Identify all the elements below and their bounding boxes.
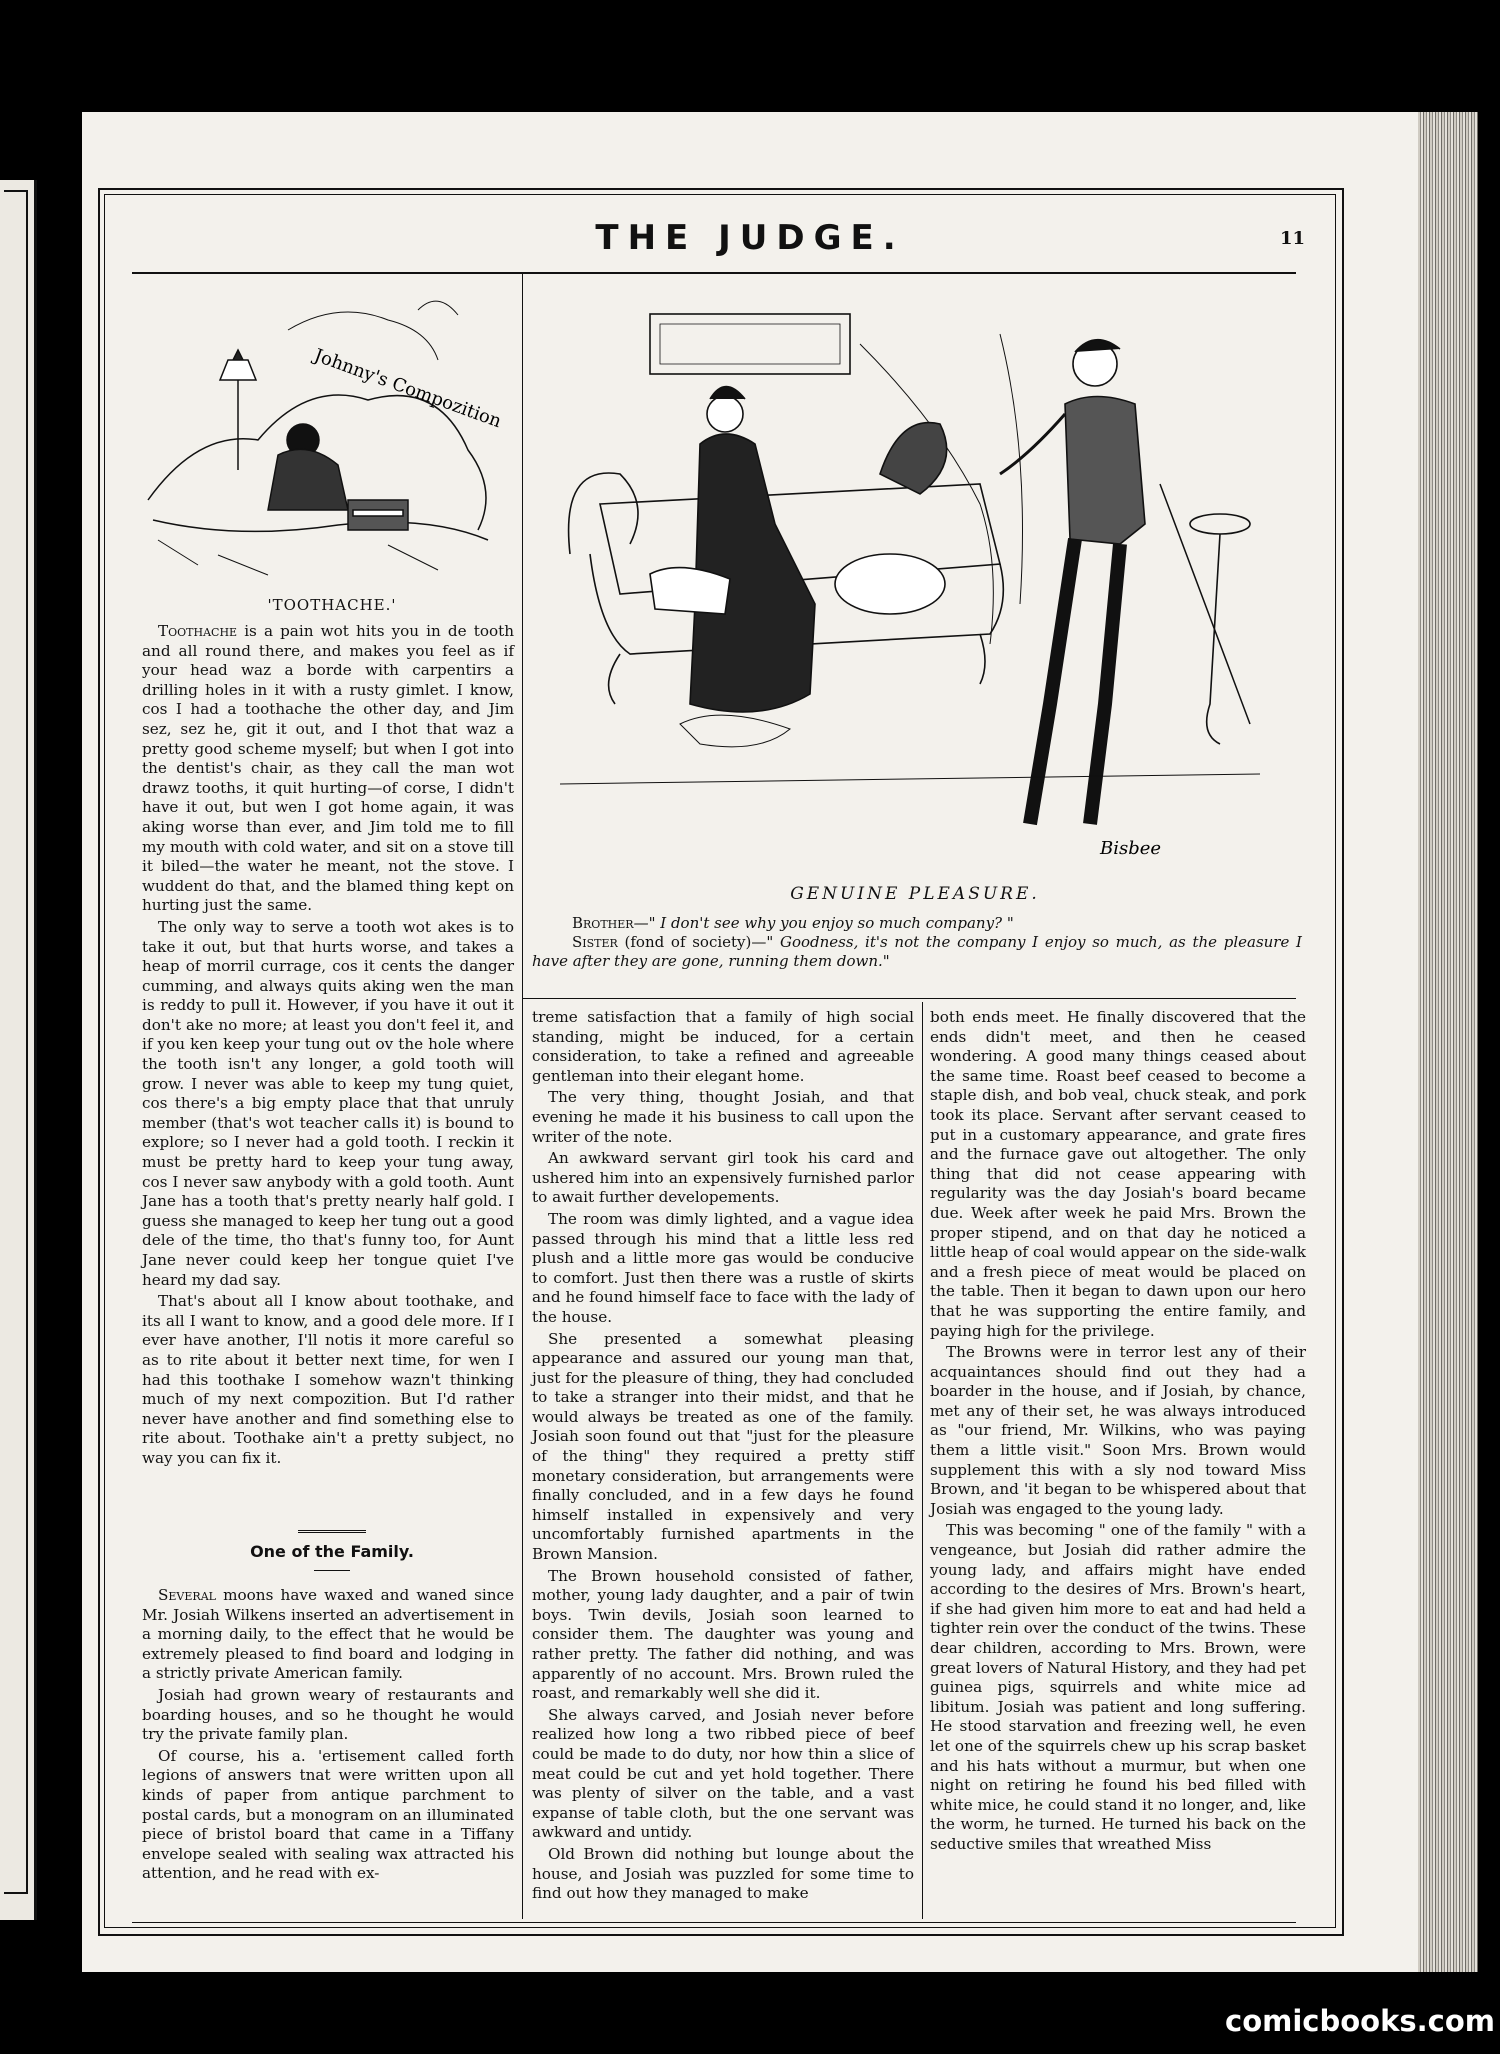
- story-column-2: [532, 1008, 914, 1906]
- previous-page-edge: [0, 180, 37, 1920]
- story-title: One of the Family.: [250, 1542, 414, 1561]
- illustration-sign-text: Johnny's Compozition: [311, 344, 505, 433]
- story-paragraph: The Brown household consisted of father, mother, young lady daughter, and a pair of twin boys. Twin devils, Josiah soon learned to consider them. The daughter was young and rather pretty. The father did nothing, and was apparently of no account. Mrs. Brown ruled the roast, and remarkably well she did it.: [532, 1566, 914, 1703]
- footer-rule: [132, 1922, 1296, 1923]
- sister-note: (fond of society)—: [617, 933, 767, 951]
- cartoon-bottom-rule: [522, 998, 1296, 999]
- toothache-caption: 'TOOTHACHE.': [267, 596, 397, 614]
- cartoon-caption: GENUINE PLEASURE.: [790, 884, 1040, 904]
- toothache-paragraph: The only way to serve a tooth wot akes is to take it out, but that hurts worse, and takes a heap of morril currage, cos it cents the danger cumming, and always quits aking wen the man is reddy to pull it. However, if you have it out it don't ake no more; at least you don't feel it, and if you ken keep your tung out ov the hole where the tooth isn't any longer, a gold tooth will grow. I never was able to keep my tung quiet, cos there's a big empty place that that unruly member (that's wot teacher calls it) is bound to explore; so I never had a gold tooth. I reckin it must be pretty hard to keep your tung away, cos I never saw anybody with a gold tooth. Aunt Jane has a tooth that's pretty nearly half gold. I guess she managed to keep her tung out a good dele of the time, tho that's funny too, for Aunt Jane never could keep her tongue quiet I've heard my dad say.: [142, 917, 514, 1289]
- cartoon-signature: Bisbee: [1100, 838, 1162, 859]
- toothache-illustration: [138, 290, 518, 580]
- brother-speaker: Brother: [572, 914, 634, 932]
- story-rule-bottom: [314, 1570, 350, 1571]
- story-paragraph: An awkward servant girl took his card and ushered him into an expensively furnished parlor to await further developements.: [532, 1149, 914, 1207]
- sister-speaker: Sister: [572, 933, 618, 951]
- story-paragraph: The Browns were in terror lest any of their acquaintances should find out they had a boarder in the house, and if Josiah, by chance, met any of their set, he was always introduced as "our friend, Mr. Wilkins, who was paying them a little visit." Soon Mrs. Brown would supplement this with a sly nod toward Miss Brown, and 'it began to be whispered about that Josiah was engaged to the young lady.: [930, 1343, 1306, 1518]
- cartoon-dialogue: [532, 914, 1302, 971]
- header-rule: [132, 272, 1296, 274]
- column-divider-left: [522, 274, 523, 1919]
- story-column-3: [930, 1008, 1306, 1857]
- toothache-paragraph: is a pain wot hits you in de tooth and all round there, and makes you feel as if your head waz a borde with carpentirs a drilling holes in it with a rusty gimlet. I know, cos I had a toothache the other day, and Jim sez, sez he, git it out, and I thot that waz a pretty good scheme myself; but when I got into the dentist's chair, as they call the man wot drawz tooths, it quit hurting—of corse, I didn't have it out, but wen I got home again, it was aking worse than ever, and Jim told me to fill my mouth with cold water, and sit on a stove till it biled—the water he meant, not the stove. I wuddent do that, and the blamed thing kept on hurting just the same.: [142, 622, 514, 915]
- story-lead-word: Several: [158, 1586, 216, 1604]
- story-paragraph: Of course, his a. 'ertisement called forth legions of answers tnat were written upon all kinds of paper from antique parchment to postal cards, but a monogram on an illuminated piece of bristol board that came in a Tiffany envelope sealed with sealing wax attracted his attention, and he read with ex-: [142, 1746, 514, 1883]
- story-column-1: [142, 1586, 514, 1886]
- story-paragraph: The room was dimly lighted, and a vague idea passed through his mind that a little less red plush and a little more gas would be conducive to comfort. Just then there was a rustle of skirts and he found himself face to face with the lady of the house.: [532, 1209, 914, 1326]
- genuine-pleasure-cartoon: [560, 304, 1260, 864]
- toothache-article: [142, 622, 514, 1471]
- page-number: 11: [1280, 228, 1306, 249]
- story-paragraph: This was becoming " one of the family " with a vengeance, but Josiah did rather admire the young lady, and affairs might have ended according to the desires of Mrs. Brown's heart, if she had given him more to eat and had held a tighter rein over the conduct of the twins. These dear children, according to Mrs. Brown, were great lovers of Natural History, and they had pet guinea pigs, squirrels and white mice ad libitum. Josiah was patient and long suffering. He stood starvation and freezing well, he even let one of the squirrels chew up his scrap basket and his hats without a murmur, but when one night on retiring he found his bed filled with white mice, he could stand it no longer, and, like the worm, he turned. He turned his back on the seductive smiles that wreathed Miss: [930, 1521, 1306, 1853]
- brother-line: —" I don't see why you enjoy so much company? ": [633, 914, 1014, 932]
- story-paragraph: both ends meet. He finally discovered that the ends didn't meet, and then he ceased wondering. A good many things ceased about the same time. Roast beef ceased to become a staple dish, and bob veal, chuck steak, and pork took its place. Servant after servant ceased to put in a customary appearance, and grate fires and the furnace gave out altogether. The only thing that did not cease appearing with regularity was the day Josiah's board became due. Week after week he paid Mrs. Brown the proper stipend, and on that day he noticed a little heap of coal would appear on the side-walk and a fresh piece of meat would be placed on the table. Then it began to dawn upon our hero that he was supporting the entire family, and paying high for the privilege.: [930, 1008, 1306, 1340]
- story-paragraph: She presented a somewhat pleasing appearance and assured our young man that, just for the pleasure of thing, they had concluded to take a stranger into their midst, and that he would always be treated as one of the family. Josiah soon found out that "just for the pleasure of the thing" they required a pretty stiff monetary consideration, but arrangements were finally concluded, and in a few days he found himself installed in expensively and very uncomfortably furnished apartments in the Brown Mansion.: [532, 1329, 914, 1564]
- site-watermark: comicbooks.com: [1225, 2004, 1495, 2038]
- column-divider-right: [922, 1002, 923, 1919]
- story-paragraph: treme satisfaction that a family of high social standing, might be induced, for a certain consideration, to take a refined and agreeable gentleman into their elegant home.: [532, 1008, 914, 1085]
- page-stack-edge: [1418, 112, 1478, 1972]
- story-paragraph: She always carved, and Josiah never before realized how long a two ribbed piece of beef could be made to do duty, nor how thin a slice of meat could be cut and yet hold together. There was plenty of silver on the table, and a vast expanse of table cloth, but the one servant was awkward and untidy.: [532, 1705, 914, 1842]
- toothache-paragraph: That's about all I know about toothake, and its all I want to know, and a good dele more. If I ever have another, I'll notis it more careful so as to rite about it better next time, for wen I had this toothake I somehow wazn't thinking much of my next compozition. But I'd rather never have another and find something else to rite about. Toothake ain't a pretty subject, no way you can fix it.: [142, 1292, 514, 1467]
- story-paragraph: moons have waxed and waned since Mr. Josiah Wilkens inserted an advertisement in a morning daily, to the effect that he would be extremely pleased to find board and lodging in a strictly private American family.: [142, 1586, 514, 1683]
- toothache-lead-word: Toothache: [158, 622, 238, 640]
- sister-line: " Goodness, it's not the company I enjoy so much, as the pleasure I have after they are gone, running them down.": [532, 933, 1302, 970]
- story-paragraph: Josiah had grown weary of restaurants and boarding houses, and so he thought he would try the private family plan.: [142, 1685, 514, 1744]
- story-paragraph: Old Brown did nothing but lounge about the house, and Josiah was puzzled for some time to find out how they managed to make: [532, 1844, 914, 1903]
- story-rule-top: [298, 1530, 366, 1533]
- story-paragraph: The very thing, thought Josiah, and that evening he made it his business to call upon the writer of the note.: [532, 1088, 914, 1146]
- masthead-title: THE JUDGE.: [595, 218, 905, 258]
